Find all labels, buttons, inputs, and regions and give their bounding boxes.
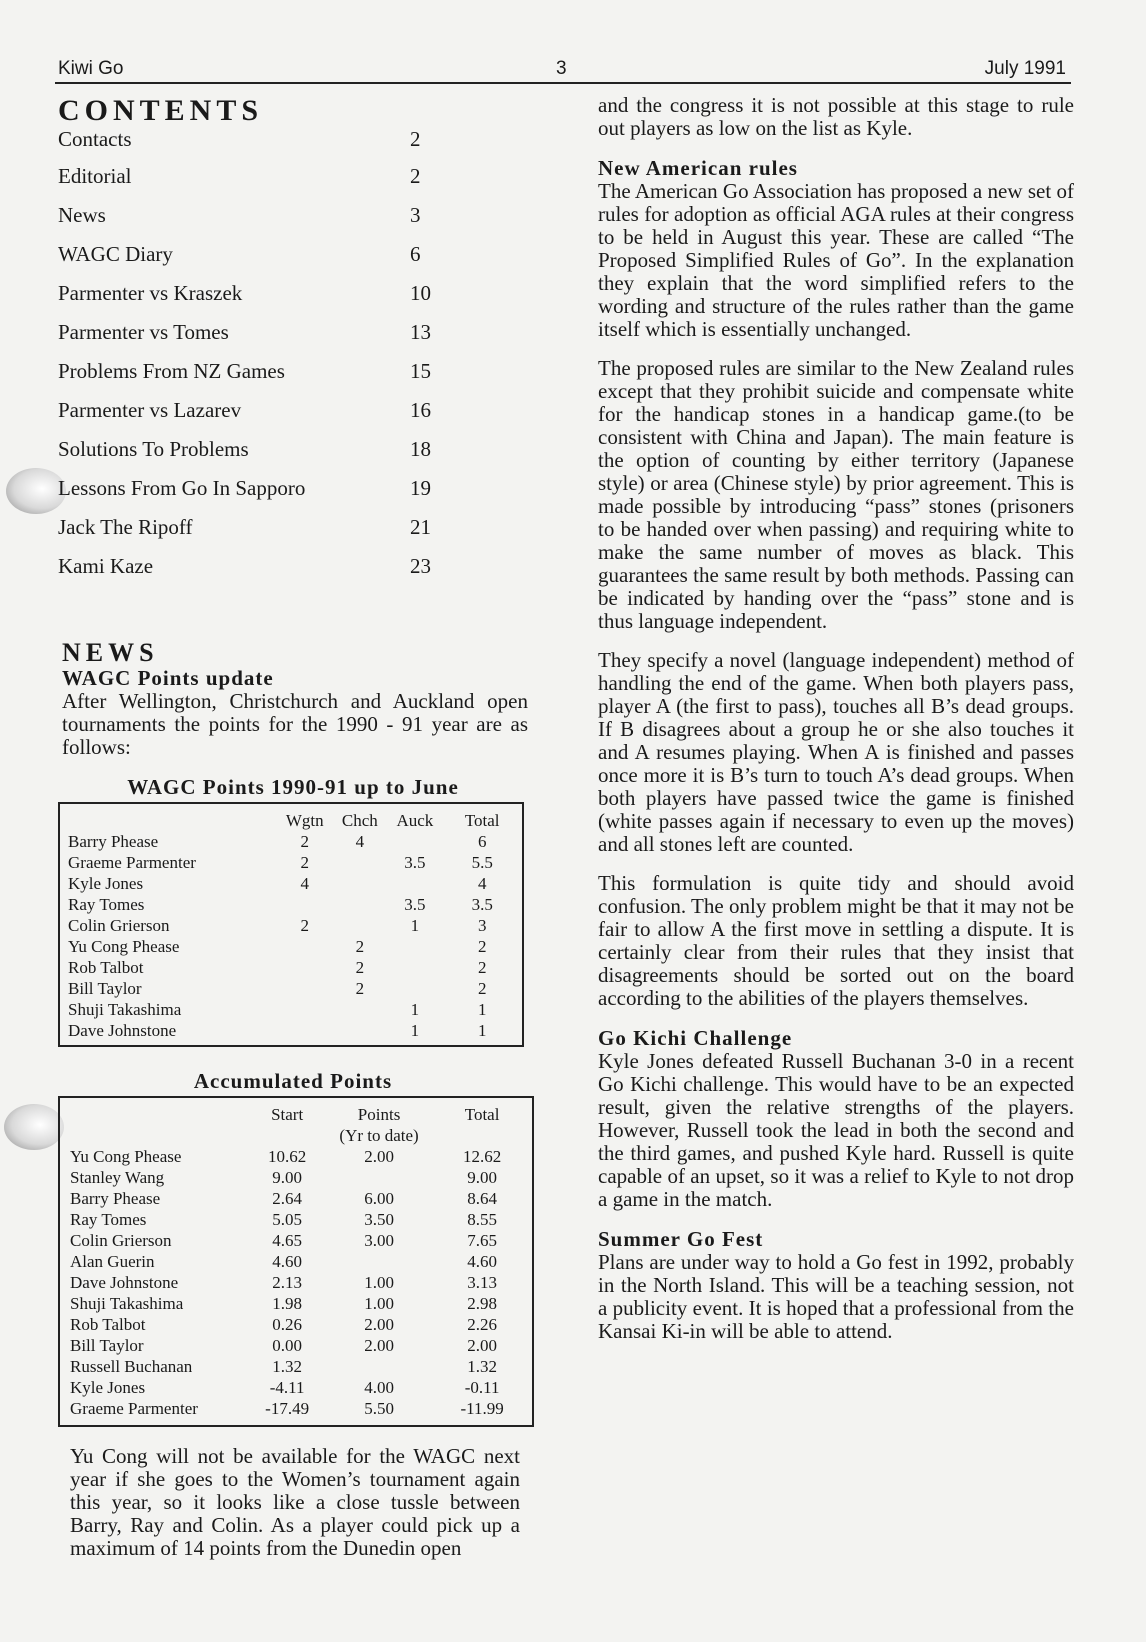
table-row (60, 1272, 532, 1293)
table-row (60, 1188, 532, 1209)
table-cell: Shuji Takashima (68, 1000, 182, 1019)
table-cell (387, 873, 442, 894)
table-cell (60, 810, 277, 831)
left-column (58, 94, 528, 1560)
go-kichi-paragraph: Kyle Jones defeated Russell Buchanan 3-0 in a recent Go Kichi challenge. This would have to be an expected result, given the relative strengths of the players. However, Russell took the lead in both the second and the third games, and pushed Kyle hard. Russell is quite capable of an upset, so it was a relief to Kyle to not drop a game in the match. (598, 1049, 1074, 1211)
page-number: 3 (556, 58, 567, 79)
table-header-row (60, 810, 522, 831)
table-cell (277, 894, 332, 915)
wagc-continued-paragraph: and the congress it is not possible at this stage to rule out players as low on the list as Kyle. (598, 93, 1074, 140)
table-cell: 8.55 (467, 1210, 497, 1229)
table-cell (326, 1356, 432, 1377)
rules-paragraph-4: This formulation is quite tidy and should avoid confusion. The only problem might be that it may not be fair to allow A the first move in settling a dispute. It is certainly clear from their rules that they insist that disagreements should be sorted out on the board according to the abilities of the players themselves. (598, 871, 1074, 1010)
table-row (60, 1146, 532, 1167)
table-cell: 4 (477, 874, 487, 893)
table-cell (332, 894, 387, 915)
table-cell: Ray Tomes (70, 1210, 147, 1229)
toc-item[interactable]: News 3 (58, 203, 421, 227)
table-cell: Colin Grierson (70, 1231, 172, 1250)
table-row (60, 1314, 532, 1335)
magazine-name: Kiwi Go (58, 58, 124, 79)
table-row (60, 1377, 532, 1398)
table-cell (277, 978, 332, 999)
table-cell: 3.50 (364, 1210, 394, 1229)
table-cell: Dave Johnstone (68, 1021, 177, 1040)
table-row (60, 1356, 532, 1377)
table-cell: (Yr to date) (339, 1126, 419, 1145)
table-cell: 2.00 (364, 1336, 394, 1355)
table-cell: 1 (477, 1021, 487, 1040)
go-kichi-heading: Go Kichi Challenge (598, 1026, 793, 1050)
table-cell: 3.13 (467, 1273, 497, 1292)
table-cell: 1 (477, 1000, 487, 1019)
table-cell: -17.49 (265, 1399, 310, 1418)
table-cell (332, 1020, 387, 1041)
table-cell: Kyle Jones (70, 1378, 146, 1397)
table-cell: 2 (355, 937, 365, 956)
table-cell: Wgtn (285, 811, 324, 830)
table-cell: 3 (477, 916, 487, 935)
table-cell (248, 1125, 326, 1146)
table-cell: 1 (410, 1000, 420, 1019)
table-cell (277, 936, 332, 957)
table-cell: 0.26 (272, 1315, 302, 1334)
table-cell: 1.00 (364, 1273, 394, 1292)
rules-heading: New American rules (598, 156, 798, 180)
table-row (60, 999, 522, 1020)
table-cell: Stanley Wang (70, 1168, 165, 1187)
table-row (60, 957, 522, 978)
toc-item[interactable]: Problems From NZ Games 15 (58, 359, 431, 383)
table-subheader-row (60, 1125, 532, 1146)
table-cell: 7.65 (467, 1231, 497, 1250)
table-cell: -0.11 (464, 1378, 500, 1397)
table-cell: 12.62 (463, 1147, 502, 1166)
table-cell (277, 957, 332, 978)
table-cell: 2.26 (467, 1315, 497, 1334)
table-cell: 2 (300, 916, 309, 935)
table-cell: Colin Grierson (68, 916, 170, 935)
table-cell: 1.00 (364, 1294, 394, 1313)
table-cell: 2 (477, 958, 487, 977)
table-cell: 2 (477, 979, 487, 998)
table-cell (432, 1125, 532, 1146)
table-row (60, 936, 522, 957)
table-cell: Total (464, 1105, 500, 1124)
table-row (60, 1293, 532, 1314)
accumulated-table-title: Accumulated Points (193, 1069, 393, 1093)
toc-item[interactable]: WAGC Diary 6 (58, 242, 421, 266)
toc-item[interactable]: Parmenter vs Tomes 13 (58, 320, 431, 344)
issue-date: July 1991 (984, 58, 1066, 79)
table-cell: 3.00 (364, 1231, 394, 1250)
table-cell: 5.50 (364, 1399, 394, 1418)
table-cell: 4.65 (272, 1231, 302, 1250)
table-cell: 9.00 (467, 1168, 497, 1187)
table-cell (326, 1167, 432, 1188)
header-rule (55, 82, 1071, 84)
table-cell (60, 1104, 248, 1125)
table-cell: 2.98 (467, 1294, 497, 1313)
table-cell: Rob Talbot (70, 1315, 146, 1334)
table-cell: 2 (355, 979, 365, 998)
table-cell: Points (357, 1105, 401, 1124)
punch-hole-bottom (4, 1104, 64, 1150)
table-cell: Auck (396, 811, 434, 830)
toc-item[interactable]: Jack The Ripoff 21 (58, 515, 431, 539)
table-cell: -4.11 (269, 1378, 305, 1397)
news-heading: NEWS (62, 638, 159, 667)
table-cell: 6 (477, 832, 487, 851)
table-cell: 2.64 (272, 1189, 302, 1208)
table-cell: 0.00 (272, 1336, 302, 1355)
table-cell: 4 (300, 874, 309, 893)
table-cell: 2 (355, 958, 365, 977)
table-cell: Dave Johnstone (70, 1273, 179, 1292)
table-cell: Barry Phease (70, 1189, 161, 1208)
table-cell: Graeme Parmenter (70, 1399, 198, 1418)
toc-item[interactable]: Contacts 2 (58, 127, 421, 151)
table-cell: 6.00 (364, 1189, 394, 1208)
table-row (60, 831, 522, 852)
table-cell: Bill Taylor (70, 1336, 144, 1355)
table-cell: 1.98 (272, 1294, 302, 1313)
wagc-intro-paragraph: After Wellington, Christchurch and Auckland open tournaments the points for the 1990 - 91 year are as follows: (62, 689, 528, 759)
table-cell: 2.00 (364, 1315, 394, 1334)
table-cell: 2.13 (272, 1273, 302, 1292)
table-cell: 5.5 (471, 853, 493, 872)
table-cell: 5.05 (272, 1210, 302, 1229)
table-cell: Chch (341, 811, 378, 830)
table-row (60, 1020, 522, 1041)
table-row (60, 1167, 532, 1188)
table-row (60, 1209, 532, 1230)
table-row (60, 852, 522, 873)
table-cell (387, 831, 442, 852)
table-row (60, 1335, 532, 1356)
table-cell: 2 (300, 853, 309, 872)
table-cell: Start (271, 1105, 304, 1124)
table-cell: 1.32 (467, 1357, 497, 1376)
contents-heading: CONTENTS (58, 94, 264, 127)
table-cell: -11.99 (460, 1399, 504, 1418)
toc-item[interactable]: Editorial 2 (58, 164, 421, 188)
table-cell: Rob Talbot (68, 958, 144, 977)
table-cell: 4 (355, 832, 365, 851)
table-cell: Graeme Parmenter (68, 853, 196, 872)
accumulated-points-table (58, 1096, 534, 1427)
wagc-points-heading: WAGC Points update (62, 666, 274, 690)
table-cell: 8.64 (467, 1189, 497, 1208)
table-cell: 9.00 (272, 1168, 302, 1187)
table-cell: 4.60 (272, 1252, 302, 1271)
go-fest-heading: Summer Go Fest (598, 1227, 764, 1251)
wagc-points-table (58, 802, 524, 1047)
table-header-row (60, 1104, 532, 1125)
table-row (60, 978, 522, 999)
table-cell: Kyle Jones (68, 874, 144, 893)
table-cell: 1 (410, 916, 420, 935)
table-cell (277, 999, 332, 1020)
table-row (60, 1230, 532, 1251)
table-row (60, 1251, 532, 1272)
toc-item[interactable]: Lessons From Go In Sapporo 19 (58, 476, 431, 500)
table-cell (332, 873, 387, 894)
table-cell (332, 852, 387, 873)
table-cell (387, 936, 442, 957)
table-row (60, 1398, 532, 1419)
table-cell (326, 1251, 432, 1272)
table-cell: 3.5 (404, 853, 426, 872)
table-cell (387, 978, 442, 999)
table-cell: 2 (300, 832, 309, 851)
go-fest-paragraph: Plans are under way to hold a Go fest in 1992, probably in the North Island. This will be a teaching session, not a publicity event. It is hoped that a professional from the Kansai Ki-in will be able to attend. (598, 1250, 1074, 1343)
table-row (60, 873, 522, 894)
rules-paragraph-1: The American Go Association has proposed a new set of rules for adoption as official AGA rules at their congress to be held in August this year. These are called “The Proposed Simplified Rules of Go”. In the explanation they explain that the word simplified refers to the wording and structure of the rules rather than the game itself which is essentially unchanged. (598, 179, 1074, 341)
table-cell: Barry Phease (68, 832, 159, 851)
table-cell: Total (464, 811, 500, 830)
table-cell: Shuji Takashima (70, 1294, 184, 1313)
table-cell: 4.00 (364, 1378, 394, 1397)
table-cell: Bill Taylor (68, 979, 142, 998)
table-cell: 2 (477, 937, 487, 956)
table-cell: Yu Cong Phease (70, 1147, 182, 1166)
table-cell (332, 915, 387, 936)
table-cell: Yu Cong Phease (68, 937, 180, 956)
table-cell (387, 957, 442, 978)
table-cell: Russell Buchanan (70, 1357, 193, 1376)
toc-item[interactable]: Solutions To Problems 18 (58, 437, 431, 461)
table-cell: 1 (410, 1021, 420, 1040)
table-cell (60, 1125, 248, 1146)
contents-list (58, 128, 528, 594)
toc-item[interactable]: Kami Kaze 23 (58, 554, 431, 578)
rules-paragraph-2: The proposed rules are similar to the New Zealand rules except that they prohibit suicide and compensate white for the handicap stones in a handicap game.(to be consistent with China and Japan). The main feature is the option of counting by either territory (Japanese style) or area (Chinese style) by prior agreement. This is made possible by introducing “pass” stones (prisoners to be handed over when passing) and requiring white to make the same number of moves as black. This guarantees the same result by both methods. Passing can be indicated by handing over the “pass” stone and is thus language independent. (598, 356, 1074, 633)
table-cell: Ray Tomes (68, 895, 145, 914)
table-cell (332, 999, 387, 1020)
table-row (60, 915, 522, 936)
table-cell: 10.62 (267, 1147, 307, 1166)
toc-item[interactable]: Parmenter vs Kraszek 10 (58, 281, 431, 305)
table-cell: 4.60 (467, 1252, 497, 1271)
table-cell: 2.00 (364, 1147, 394, 1166)
table-cell: 1.32 (272, 1357, 302, 1376)
punch-hole-top (6, 468, 66, 514)
wagc-table-title: WAGC Points 1990-91 up to June (127, 775, 459, 799)
wagc-closing-paragraph: Yu Cong will not be available for the WAGC next year if she goes to the Women’s tournament again this year, so it looks like a close tussle between Barry, Ray and Colin. As a player could pick up a maximum of 14 points from the Dunedin open (70, 1444, 520, 1560)
rules-paragraph-3: They specify a novel (language independent) method of handling the end of the game. When both players pass, player A (the first to pass), touches all B’s dead groups. If B disagrees about a group he or she also touches it and A resumes playing. When A is finished and passes once more it is B’s turn to touch A’s dead groups. When both players have passed twice the game is finished (white passes again if necessary to even up the moves) and all stones left are counted. (598, 648, 1074, 856)
table-cell (277, 1020, 332, 1041)
table-cell: 3.5 (471, 895, 493, 914)
table-row (60, 894, 522, 915)
table-cell: 2.00 (467, 1336, 497, 1355)
toc-item[interactable]: Parmenter vs Lazarev 16 (58, 398, 431, 422)
table-cell: 3.5 (404, 895, 426, 914)
right-column (598, 94, 1074, 1359)
table-cell: Alan Guerin (70, 1252, 155, 1271)
